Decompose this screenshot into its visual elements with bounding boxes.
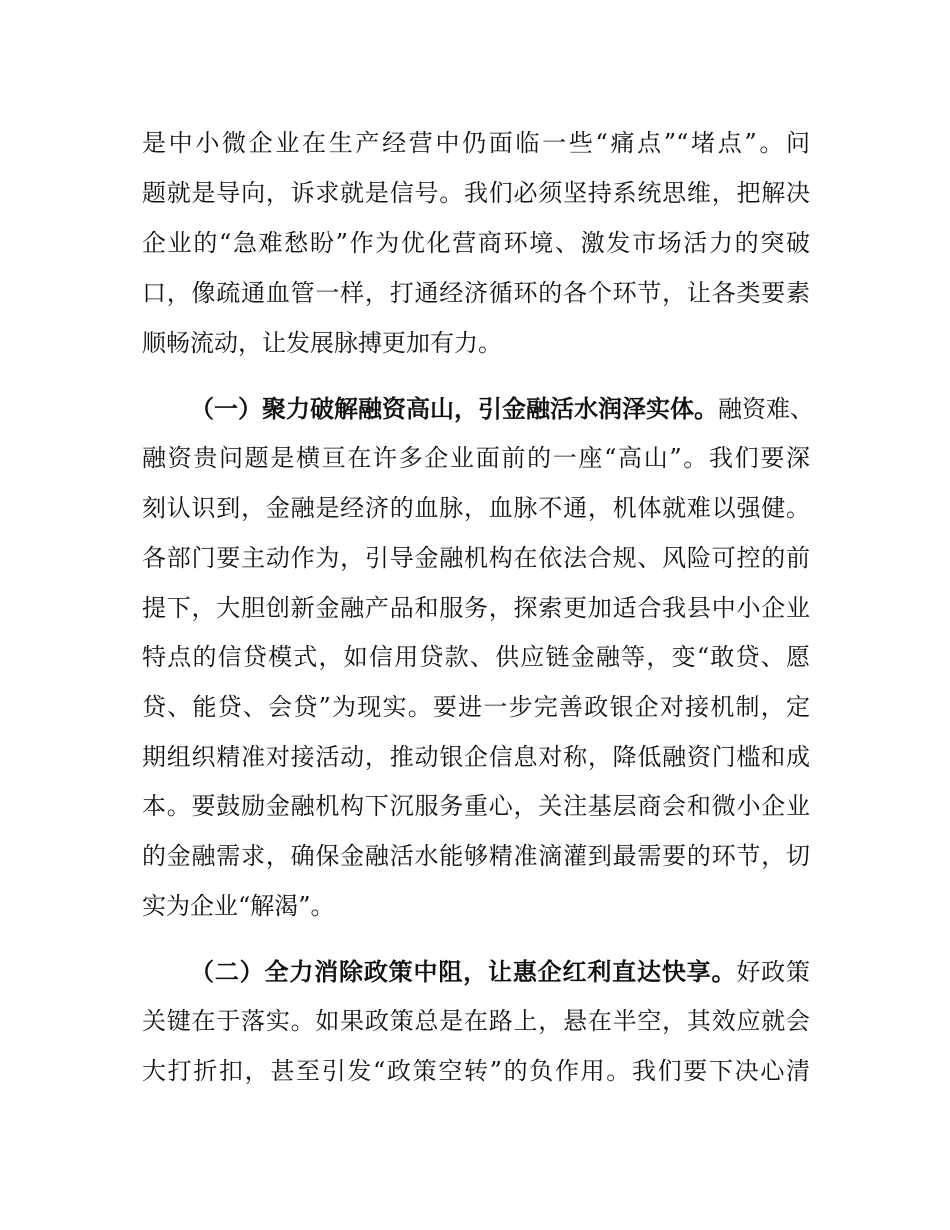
section1-line-8: 期组织精准对接活动，推动银企信息对称，降低融资门槛和成 bbox=[142, 743, 810, 771]
intro-line-2: 题就是导向，诉求就是信号。我们必须坚持系统思维，把解决 bbox=[142, 179, 810, 207]
section1-line-3: 刻认识到，金融是经济的血脉，血脉不通，机体就难以强健。 bbox=[142, 494, 810, 522]
intro-line-5: 顺畅流动，让发展脉搏更加有力。 bbox=[142, 329, 502, 357]
intro-line-4: 口，像疏通血管一样，打通经济循环的各个环节，让各类要素 bbox=[142, 279, 810, 307]
section1-line-9: 本。要鼓励金融机构下沉服务重心，关注基层商会和微小企业 bbox=[142, 792, 810, 820]
section1-line-7: 贷、能贷、会贷”为现实。要进一步完善政银企对接机制，定 bbox=[142, 693, 810, 721]
section1-first-line-rest: 融资难、 bbox=[718, 395, 814, 423]
section2-heading: （二）全力消除政策中阻，让惠企红利直达快享。 bbox=[190, 958, 737, 986]
section1-line-10: 的金融需求，确保金融活水能够精准滴灌到最需要的环节，切 bbox=[142, 842, 810, 870]
section2-first-line-rest: 好政策 bbox=[736, 958, 811, 986]
section2-first-line bbox=[190, 957, 810, 987]
section1-line-4: 各部门要主动作为，引导金融机构在依法合规、风险可控的前 bbox=[142, 544, 810, 572]
section2-line-2: 关键在于落实。如果政策总是在路上，悬在半空，其效应就会 bbox=[142, 1007, 810, 1035]
section1-line-2: 融资贵问题是横亘在许多企业面前的一座“高山”。我们要深 bbox=[142, 444, 810, 472]
section1-line-5: 提下，大胆创新金融产品和服务，探索更加适合我县中小企业 bbox=[142, 594, 810, 622]
section1-first-line bbox=[190, 394, 814, 424]
section1-line-11: 实为企业“解渴”。 bbox=[142, 892, 335, 920]
intro-line-3: 企业的“急难愁盼”作为优化营商环境、激发市场活力的突破 bbox=[142, 229, 810, 257]
section1-line-6: 特点的信贷模式，如信用贷款、供应链金融等，变“敢贷、愿 bbox=[142, 643, 810, 671]
section2-line-3: 大打折扣，甚至引发“政策空转”的负作用。我们要下决心清 bbox=[142, 1057, 810, 1085]
section1-heading: （一）聚力破解融资高山，引金融活水润泽实体。 bbox=[190, 395, 718, 423]
intro-line-1: 是中小微企业在生产经营中仍面临一些“痛点”“堵点”。问 bbox=[142, 129, 810, 157]
